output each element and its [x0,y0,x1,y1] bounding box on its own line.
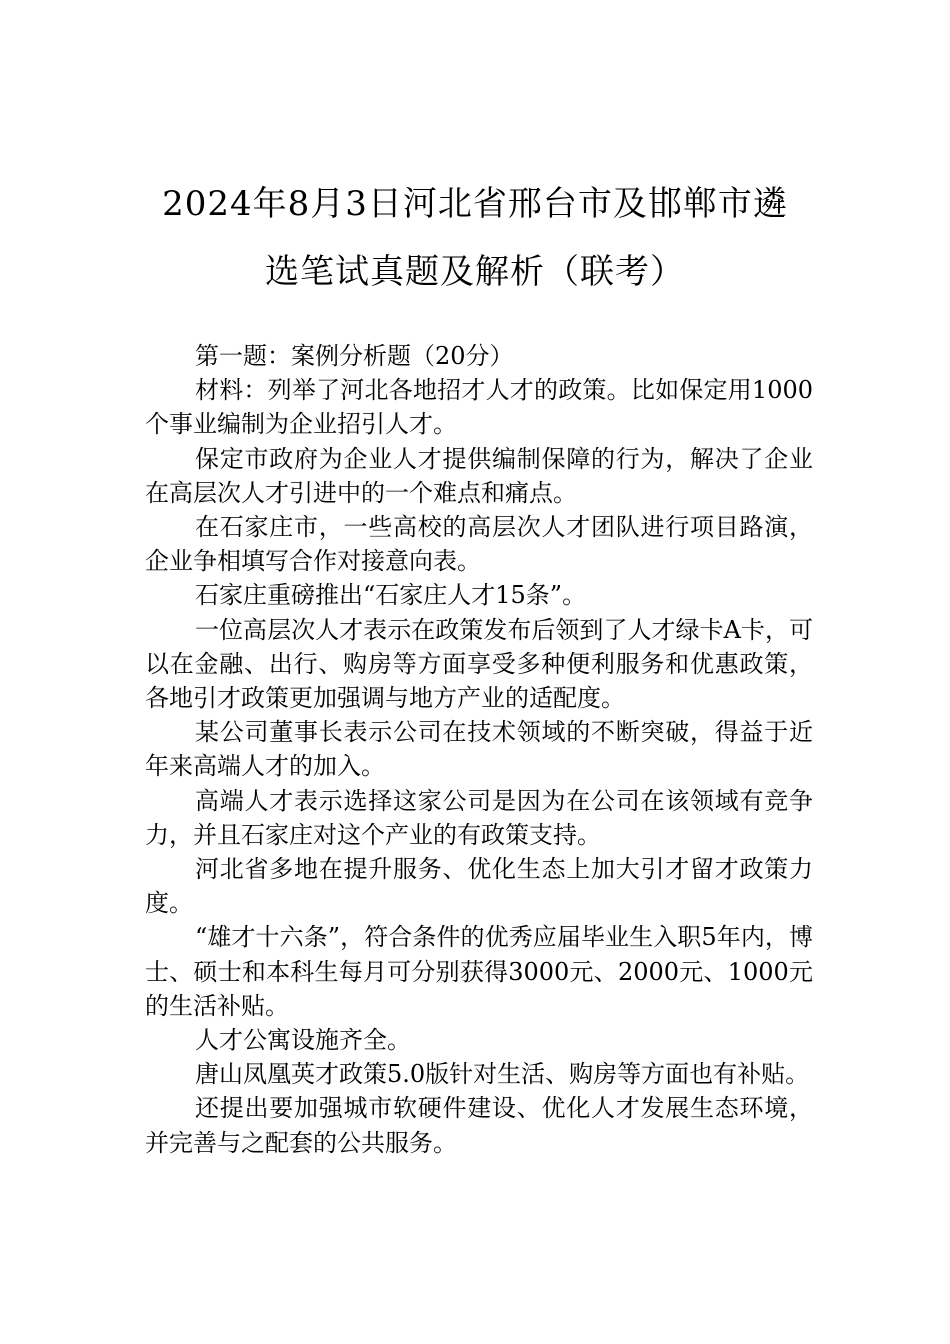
paragraph-material: 材料：列举了河北各地招才人才的政策。比如保定用1000个事业编制为企业招引人才。 [145,376,813,439]
paragraph: 河北省多地在提升服务、优化生态上加大引才留才政策力度。 [145,855,813,918]
question-heading: 第一题：案例分析题（20分） [195,342,514,370]
paragraph: 保定市政府为企业人才提供编制保障的行为，解决了企业在高层次人才引进中的一个难点和痛点。 [145,444,813,507]
document-body [145,339,813,1160]
paragraph: 唐山凤凰英才政策5.0版针对生活、购房等方面也有补贴。 [195,1060,810,1089]
title-line-1: 2024年8月3日河北省邢台市及邯郸市遴 [162,184,788,224]
paragraph: 石家庄重磅推出“石家庄人才15条”。 [195,581,587,610]
document-title [120,170,830,306]
paragraph: “雄才十六条”，符合条件的优秀应届毕业生入职5年内，博士、硕士和本科生每月可分别获得3000元、2000元、1000元的生活补贴。 [145,923,813,1020]
paragraph: 人才公寓设施齐全。 [195,1026,411,1055]
paragraph: 一位高层次人才表示在政策发布后领到了人才绿卡A卡，可以在金融、出行、购房等方面享受多种便利服务和优惠政策，各地引才政策更加强调与地方产业的适配度。 [145,615,813,713]
paragraph: 某公司董事长表示公司在技术领域的不断突破，得益于近年来高端人才的加入。 [145,718,813,781]
paragraph: 在石家庄市，一些高校的高层次人才团队进行项目路演，企业争相填写合作对接意向表。 [145,513,813,576]
paragraph: 高端人才表示选择这家公司是因为在公司在该领域有竞争力，并且石家庄对这个产业的有政策支持。 [145,786,813,849]
title-line-2: 选笔试真题及解析（联考） [265,252,685,292]
paragraph: 还提出要加强城市软硬件建设、优化人才发展生态环境，并完善与之配套的公共服务。 [145,1094,813,1157]
